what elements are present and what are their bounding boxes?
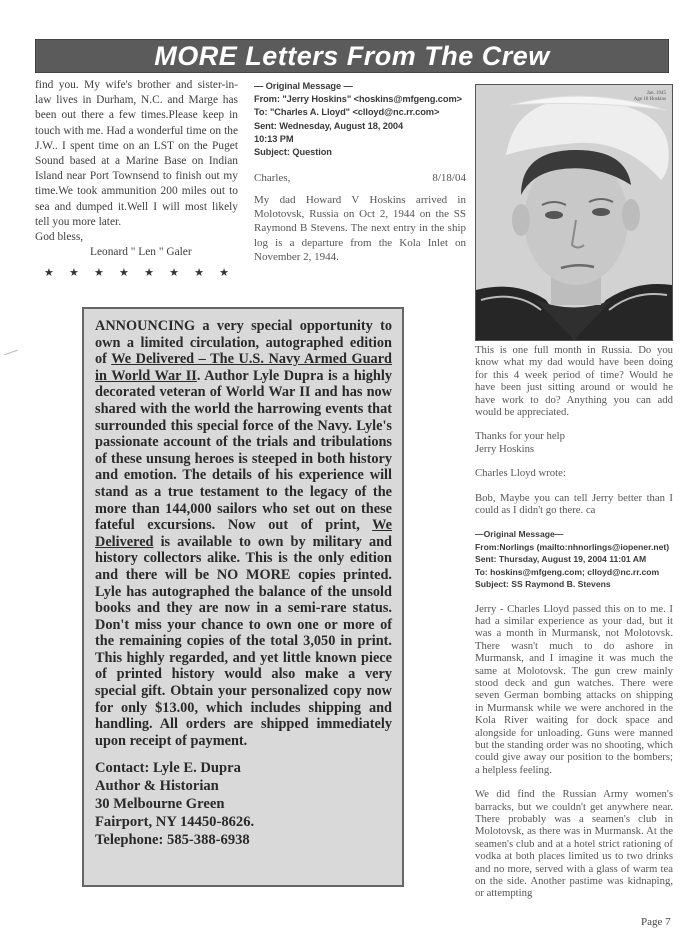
ad-text: . Author Lyle Dupra is a highly decorated veteran of World War II and has now shared with the world the harrowing events that surrounded this special force of the Navy. Lyle's passionate account of the trials and tribulations of these unsung heroes is steeped in both history and emotion. The details of his experience will stand as a true testament to the legacy of the more than 144,000 sailors who set out on these fateful excursions. Now out of print, — [95, 367, 392, 534]
contact-line: Fairport, NY 14450-8626. — [95, 814, 255, 831]
star-icon: ★ — [44, 267, 54, 280]
email-header-title: —Original Message— — [475, 529, 564, 540]
email-sent: Sent: Thursday, August 19, 2004 11:01 AM — [475, 554, 647, 565]
book-title: We Delivered – The U.S. Navy Armed Guard in World War II — [95, 351, 392, 384]
letter-body: find you. My wife's brother and sister-in-law lives in Durham, N.C. and Marge has been out there a few times.Please keep in touch with me. Had a wonderful time on the J.W.. I spent time on an LST on the Puget Sound based at a Marine Base on Indian Island near Port Townsend to finish out my time.We took ammunition 200 miles out to sea and dumped it.Well I will most likely tell you more later. — [35, 79, 238, 228]
book-title-short: We Delivered — [95, 517, 392, 550]
star-icon: ★ — [144, 267, 154, 280]
ad-body — [95, 318, 392, 749]
star-icon: ★ — [194, 267, 204, 280]
email-header-2 — [475, 528, 673, 590]
email-to: To: hoskins@mfgeng.com; clloyd@nc.rr.com — [475, 566, 660, 577]
star-divider — [44, 266, 229, 279]
ad-text: is available to own by military and history collectors alike. This is the only edition and there will be NO MORE copies printed. Lyle has autographed the balance of the unsold books and they are now in a semi-rare status. Don't miss your chance to own one or more of the remaining copies of the total 3,050 in print. This highly regarded, and yet little known piece of printed history would also make a very special gift. Obtain your personalized copy now for only $13.00, which includes shipping and handling. All orders are shipped immediately upon receipt of payment. — [95, 533, 392, 749]
photo-caption — [634, 91, 666, 103]
star-icon: ★ — [94, 267, 104, 280]
photo-caption-line: Age 18 Hoskins — [633, 97, 666, 102]
email-to: To: "Charles A. Lloyd" <clloyd@nc.rr.com> — [254, 107, 440, 118]
letter-column-1 — [35, 78, 238, 260]
section-title: MORE Letters From The Crew — [154, 40, 550, 71]
star-icon: ★ — [169, 267, 179, 280]
letter-signature: Leonard " Len " Galer — [90, 246, 192, 259]
sailor-portrait-photo — [475, 84, 673, 341]
paragraph: We did find the Russian Army women's barracks, but we couldn't get anywhere near. There probably was a seamen's club in Molotovsk, as there was in Murmansk. At the seamen's club and at a hotel strict rationing of vodka at both places limited us to two drinks and no more, served with a glass of warm tea on the side. Another pastime was kidnaping, or attempting — [475, 788, 673, 900]
email-body-1: My dad Howard V Hoskins arrived in Molotovsk, Russia on Oct 2, 1944 on the SS Raymond B Stevens. The next entry in the ship log is a departure from the Kola Inlet on November 2, 1944. — [254, 194, 466, 263]
letter-salutation-row — [254, 172, 466, 184]
ad-contact — [95, 759, 392, 849]
star-icon: ★ — [219, 267, 229, 280]
email-sent: Sent: Wednesday, August 18, 2004 — [254, 120, 404, 131]
letter-date: 8/18/04 — [432, 172, 466, 184]
paragraph: This is one full month in Russia. Do you know what my dad would have been doing for this 4 week period of time? Would he have been just sitting around or would he have work to do? Anything you can add would be appreciated. — [475, 344, 673, 419]
letter-column-3 — [475, 344, 673, 912]
photo-caption-line: Jan. 1945 — [646, 91, 666, 96]
star-icon: ★ — [69, 267, 79, 280]
page-number: Page 7 — [641, 915, 671, 928]
star-icon: ★ — [119, 267, 129, 280]
email-from: From: "Jerry Hoskins" <hoskins@mfgeng.com> — [254, 94, 462, 105]
margin-mark — [4, 350, 17, 356]
paragraph: Bob, Maybe you can tell Jerry better than I could as I didn't go there. ca — [475, 491, 673, 517]
email-header-1 — [254, 80, 469, 159]
salutation: Charles, — [254, 172, 291, 184]
contact-line: 30 Melbourne Green — [95, 796, 225, 813]
email-header-title: — Original Message — — [254, 81, 353, 91]
wrote-line: Charles Lloyd wrote: — [475, 467, 566, 480]
ad-text: ANNOUNCING a very special opportunity to own a limited circulation, autographed edition of — [95, 318, 392, 368]
thanks-block — [475, 430, 673, 455]
letter-closing: God bless, — [35, 231, 84, 244]
contact-line: Telephone: 585-388-6938 — [95, 832, 250, 849]
thanks-name: Jerry Hoskins — [475, 442, 535, 455]
email-subject: Subject: Question — [254, 147, 332, 158]
paragraph: Jerry - Charles Lloyd passed this on to me. I had a similar experience as your dad, but it was a month in Murmansk, not Molotovsk. There wasn't much to do ashore in Murmansk, and I imagine it was much the same at Molotovsk. The gun crew mainly stood deck and gun watches. There were seven German bombing attacks on shipping in Murmansk while we were anchored in the Kola River waiting for dock space and alongside for unloading. Guns were manned but the standing order was no shooting, which could give away our position to the bombers; a helpless feeling. — [475, 602, 673, 776]
email-from: From:Norlings (mailto:nhnorlings@iopener.net) — [475, 541, 670, 552]
thanks-text: Thanks for your help — [475, 430, 565, 443]
section-banner — [35, 39, 669, 73]
portrait-illustration — [476, 85, 672, 340]
email-subject: Subject: SS Raymond B. Stevens — [475, 579, 611, 590]
book-advertisement — [82, 307, 404, 887]
email-time: 10:13 PM — [254, 133, 294, 144]
contact-line: Author & Historian — [95, 778, 219, 795]
contact-line: Contact: Lyle E. Dupra — [95, 760, 241, 777]
